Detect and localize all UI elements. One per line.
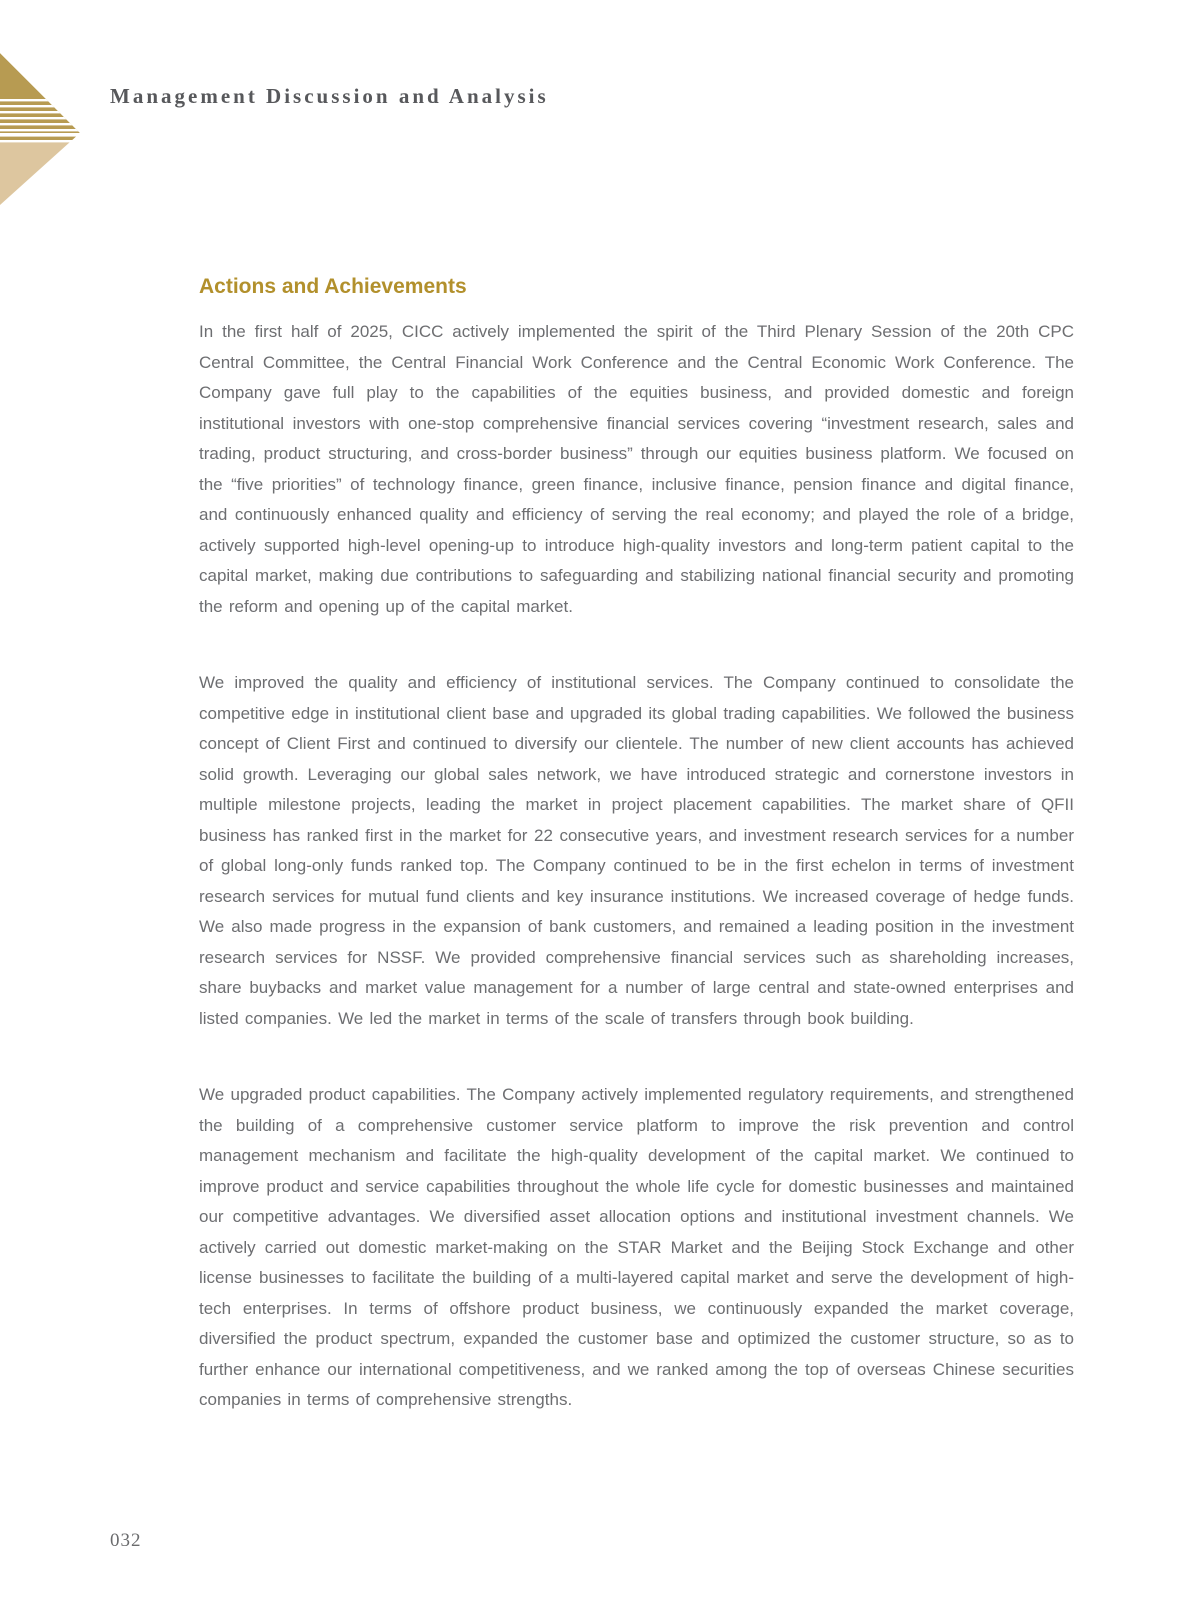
page-number: 032 <box>110 1530 142 1551</box>
paragraph-institutional-services: We improved the quality and efficiency of institutional services. The Company continued to consolidate the competitive edge in institutional client base and upgraded its global trading capabilities. We followed the business concept of Client First and continued to diversify our clientele. The number of new client accounts has achieved solid growth. Leveraging our global sales network, we have introduced strategic and cornerstone investors in multiple milestone projects, leading the market in project placement capabilities. The market share of QFII business has ranked first in the market for 22 consecutive years, and investment research services for a number of global long-only funds ranked top. The Company continued to be in the first echelon in terms of investment research services for mutual fund clients and key insurance institutions. We increased coverage of hedge funds. We also made progress in the expansion of bank customers, and remained a leading position in the investment research services for NSSF. We provided comprehensive financial services such as shareholding increases, share buybacks and market value management for a number of large central and state-owned enterprises and listed companies. We led the market in terms of the scale of transfers through book building. <box>199 673 1074 1028</box>
paragraph-overview: In the first half of 2025, CICC actively implemented the spirit of the Third Plenary Session of the 20th CPC Central Committee, the Central Financial Work Conference and the Central Economic Work Conference. The Company gave full play to the capabilities of the equities business, and provided domestic and foreign institutional investors with one-stop comprehensive financial services covering “investment research, sales and trading, product structuring, and cross-border business” through our equities business platform. We focused on the “five priorities” of technology finance, green finance, inclusive finance, pension finance and digital finance, and continuously enhanced quality and efficiency of serving the real economy; and played the role of a bridge, actively supported high-level opening-up to introduce high-quality investors and long-term patient capital to the capital market, making due contributions to safeguarding and stabilizing national financial security and promoting the reform and opening up of the capital market. <box>199 322 1074 616</box>
gold-layered-arrow-icon <box>0 53 82 205</box>
article-content <box>199 275 1074 1416</box>
page-header-title: Management Discussion and Analysis <box>110 84 549 108</box>
paragraph-product-capabilities: We upgraded product capabilities. The Company actively implemented regulatory requirements, and strengthened the building of a comprehensive customer service platform to improve the risk prevention and control management mechanism and facilitate the high-quality development of the capital market. We continued to improve product and service capabilities throughout the whole life cycle for domestic businesses and maintained our competitive advantages. We diversified asset allocation options and institutional investment channels. We actively carried out domestic market-making on the STAR Market and the Beijing Stock Exchange and other license businesses to facilitate the building of a multi-layered capital market and serve the development of high-tech enterprises. In terms of offshore product business, we continuously expanded the market coverage, diversified the product spectrum, expanded the customer base and optimized the customer structure, so as to further enhance our international competitiveness, and we ranked among the top of overseas Chinese securities companies in terms of comprehensive strengths. <box>199 1085 1074 1409</box>
section-heading: Actions and Achievements <box>199 275 467 298</box>
